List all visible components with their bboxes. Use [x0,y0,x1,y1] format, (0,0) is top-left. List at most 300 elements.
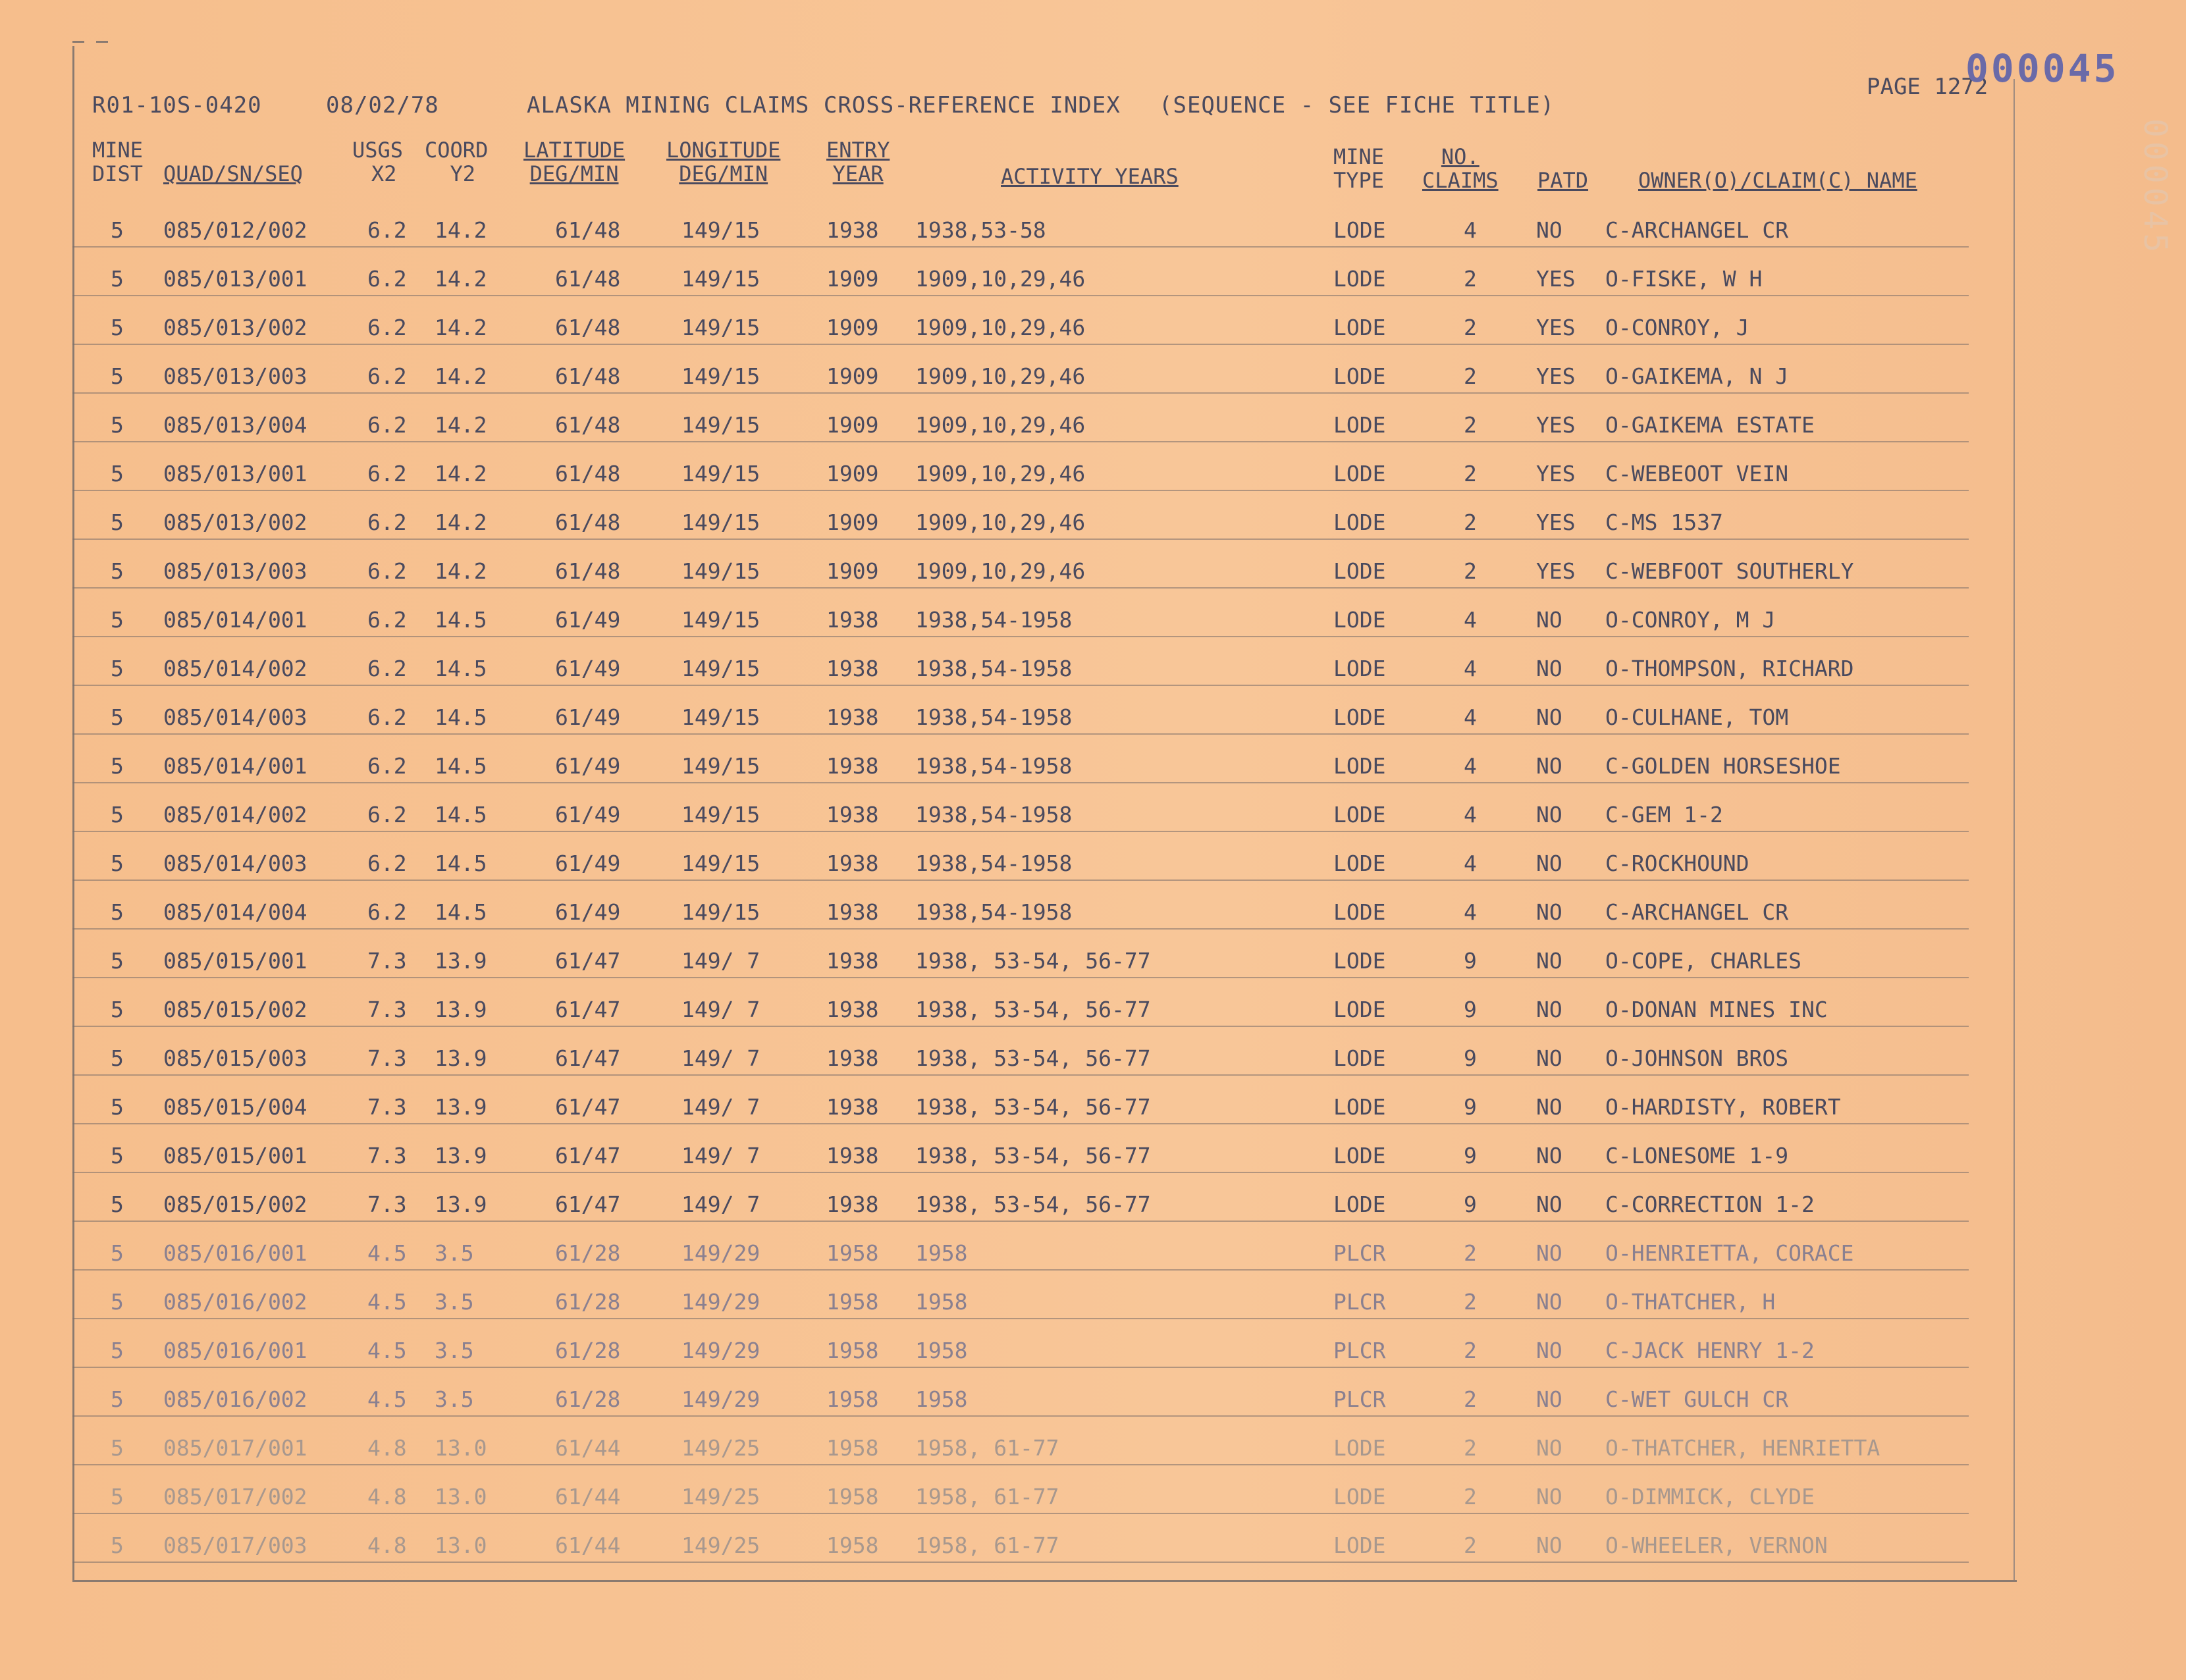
row-rule [72,1513,1969,1514]
row-rule [72,831,1969,832]
entry-year-cell: 1938 [826,1192,879,1217]
col-owner: OWNER(O)/CLAIM(C) NAME [1638,168,1917,193]
coord-y-cell: 13.9 [435,997,487,1022]
latitude-cell: 61/48 [555,461,621,486]
activity-years-cell: 1909,10,29,46 [915,558,1086,584]
patd-cell: YES [1536,461,1576,486]
usgs-x-cell: 6.2 [367,851,407,876]
patd-cell: NO [1536,851,1562,876]
entry-year-cell: 1909 [826,510,879,535]
mine-dist-cell: 5 [111,802,124,827]
mine-type-cell: PLCR [1333,1338,1386,1363]
no-claims-cell: 9 [1464,1094,1477,1120]
quad-cell: 085/014/003 [163,704,307,730]
mine-dist-cell: 5 [111,217,124,243]
activity-years-cell: 1958, 61-77 [915,1435,1059,1461]
longitude-cell: 149/29 [681,1338,760,1363]
mine-dist-cell: 5 [111,1338,124,1363]
entry-year-cell: 1909 [826,315,879,340]
coord-y-cell: 13.9 [435,948,487,974]
no-claims-cell: 4 [1464,851,1477,876]
mine-type-cell: LODE [1333,851,1386,876]
owner-cell: O-HARDISTY, ROBERT [1605,1094,1841,1120]
report-date: 08/02/78 [326,92,439,118]
activity-years-cell: 1938, 53-54, 56-77 [915,948,1151,974]
usgs-x-cell: 6.2 [367,217,407,243]
quad-cell: 085/013/004 [163,412,307,438]
coord-y-cell: 14.5 [435,899,487,925]
table-row [0,208,2186,257]
mine-dist-cell: 5 [111,704,124,730]
row-rule [72,636,1969,637]
quad-cell: 085/015/004 [163,1094,307,1120]
mine-dist-cell: 5 [111,461,124,486]
entry-year-cell: 1958 [826,1533,879,1558]
coord-y-cell: 3.5 [435,1338,474,1363]
mine-dist-cell: 5 [111,1533,124,1558]
owner-cell: C-JACK HENRY 1-2 [1605,1338,1815,1363]
entry-year-cell: 1958 [826,1386,879,1412]
row-rule [72,344,1969,345]
latitude-cell: 61/49 [555,656,621,681]
no-claims-cell: 2 [1464,510,1477,535]
mine-type-cell: LODE [1333,802,1386,827]
owner-cell: O-COPE, CHARLES [1605,948,1802,974]
no-claims-cell: 2 [1464,1386,1477,1412]
owner-cell: C-ARCHANGEL CR [1605,217,1789,243]
longitude-cell: 149/29 [681,1386,760,1412]
longitude-cell: 149/15 [681,510,760,535]
table-row [0,1231,2186,1280]
patd-cell: NO [1536,1435,1562,1461]
latitude-cell: 61/47 [555,1094,621,1120]
mine-dist-cell: 5 [111,412,124,438]
latitude-cell: 61/28 [555,1240,621,1266]
patd-cell: YES [1536,363,1576,389]
usgs-x-cell: 6.2 [367,899,407,925]
mine-type-cell: LODE [1333,997,1386,1022]
mine-dist-cell: 5 [111,753,124,779]
mine-dist-cell: 5 [111,656,124,681]
activity-years-cell: 1958 [915,1289,968,1315]
usgs-x-cell: 6.2 [367,266,407,292]
table-row [0,744,2186,793]
row-rule [72,928,1969,930]
corner-tick [72,41,84,43]
col-patd: PATD [1537,168,1589,193]
entry-year-cell: 1938 [826,1045,879,1071]
quad-cell: 085/015/002 [163,997,307,1022]
longitude-cell: 149/15 [681,899,760,925]
mine-dist-cell: 5 [111,510,124,535]
no-claims-cell: 4 [1464,899,1477,925]
owner-cell: C-CORRECTION 1-2 [1605,1192,1815,1217]
mine-type-cell: LODE [1333,266,1386,292]
no-claims-cell: 9 [1464,1045,1477,1071]
activity-years-cell: 1958 [915,1386,968,1412]
table-row [0,1328,2186,1377]
patd-cell: NO [1536,1192,1562,1217]
no-claims-cell: 4 [1464,607,1477,633]
longitude-cell: 149/15 [681,266,760,292]
coord-y-cell: 14.2 [435,217,487,243]
mine-type-cell: LODE [1333,1094,1386,1120]
table-row [0,1377,2186,1426]
no-claims-cell: 4 [1464,217,1477,243]
latitude-cell: 61/48 [555,412,621,438]
longitude-cell: 149/25 [681,1484,760,1509]
mine-type-cell: LODE [1333,315,1386,340]
mine-type-cell: LODE [1333,704,1386,730]
owner-cell: O-CONROY, M J [1605,607,1776,633]
patd-cell: NO [1536,1484,1562,1509]
coord-y-cell: 13.9 [435,1045,487,1071]
usgs-x-cell: 6.2 [367,315,407,340]
usgs-x-cell: 4.8 [367,1533,407,1558]
longitude-cell: 149/15 [681,217,760,243]
latitude-cell: 61/44 [555,1435,621,1461]
mine-dist-cell: 5 [111,1240,124,1266]
owner-cell: C-WEBFOOT SOUTHERLY [1605,558,1854,584]
mine-type-cell: LODE [1333,656,1386,681]
patd-cell: NO [1536,217,1562,243]
mine-dist-cell: 5 [111,558,124,584]
table-row [0,1036,2186,1085]
owner-cell: O-WHEELER, VERNON [1605,1533,1828,1558]
owner-cell: O-THATCHER, HENRIETTA [1605,1435,1880,1461]
coord-y-cell: 3.5 [435,1289,474,1315]
quad-cell: 085/015/003 [163,1045,307,1071]
entry-year-cell: 1958 [826,1289,879,1315]
coord-y-cell: 3.5 [435,1386,474,1412]
no-claims-cell: 2 [1464,412,1477,438]
mine-dist-cell: 5 [111,997,124,1022]
entry-year-cell: 1938 [826,704,879,730]
mine-type-cell: LODE [1333,1143,1386,1168]
usgs-x-cell: 4.8 [367,1484,407,1509]
longitude-cell: 149/25 [681,1435,760,1461]
coord-y-cell: 13.9 [435,1094,487,1120]
entry-year-cell: 1909 [826,363,879,389]
mine-type-cell: LODE [1333,412,1386,438]
col-entry-year: ENTRY YEAR [826,138,890,186]
table-row [0,305,2186,354]
latitude-cell: 61/47 [555,997,621,1022]
latitude-cell: 61/49 [555,802,621,827]
report-sequence: (SEQUENCE - SEE FICHE TITLE) [1159,92,1555,118]
owner-cell: C-GEM 1-2 [1605,802,1723,827]
table-row [0,1085,2186,1134]
no-claims-cell: 2 [1464,1533,1477,1558]
longitude-cell: 149/ 7 [681,1143,760,1168]
col-coord-y: COORD Y2 [425,138,489,186]
mine-type-cell: PLCR [1333,1240,1386,1266]
col-no-claims: NO. CLAIMS [1422,144,1499,193]
owner-cell: C-ARCHANGEL CR [1605,899,1789,925]
patd-cell: NO [1536,1094,1562,1120]
coord-y-cell: 14.2 [435,412,487,438]
no-claims-cell: 2 [1464,1289,1477,1315]
latitude-cell: 61/49 [555,704,621,730]
table-row [0,890,2186,939]
coord-y-cell: 13.9 [435,1192,487,1217]
activity-years-cell: 1938, 53-54, 56-77 [915,1143,1151,1168]
table-row [0,500,2186,549]
patd-cell: NO [1536,1045,1562,1071]
mine-dist-cell: 5 [111,315,124,340]
patd-cell: NO [1536,1386,1562,1412]
table-row [0,354,2186,403]
quad-cell: 085/013/002 [163,510,307,535]
longitude-cell: 149/ 7 [681,1045,760,1071]
entry-year-cell: 1958 [826,1338,879,1363]
row-rule [72,1123,1969,1124]
owner-cell: C-GOLDEN HORSESHOE [1605,753,1841,779]
quad-cell: 085/013/003 [163,363,307,389]
patd-cell: YES [1536,266,1576,292]
no-claims-cell: 2 [1464,363,1477,389]
table-row [0,987,2186,1036]
usgs-x-cell: 6.2 [367,510,407,535]
longitude-cell: 149/15 [681,315,760,340]
coord-y-cell: 14.5 [435,656,487,681]
row-rule [72,1026,1969,1027]
no-claims-cell: 2 [1464,1240,1477,1266]
quad-cell: 085/013/001 [163,266,307,292]
longitude-cell: 149/15 [681,558,760,584]
coord-y-cell: 14.2 [435,510,487,535]
activity-years-cell: 1938,54-1958 [915,753,1073,779]
row-rule [72,1464,1969,1465]
quad-cell: 085/014/003 [163,851,307,876]
coord-y-cell: 3.5 [435,1240,474,1266]
usgs-x-cell: 7.3 [367,1143,407,1168]
activity-years-cell: 1958, 61-77 [915,1533,1059,1558]
no-claims-cell: 2 [1464,1338,1477,1363]
quad-cell: 085/015/002 [163,1192,307,1217]
mine-dist-cell: 5 [111,607,124,633]
table-row [0,1426,2186,1475]
latitude-cell: 61/48 [555,266,621,292]
patd-cell: NO [1536,1240,1562,1266]
table-row [0,1134,2186,1182]
table-row [0,646,2186,695]
row-rule [72,538,1969,540]
row-rule [72,685,1969,686]
patd-cell: NO [1536,704,1562,730]
activity-years-cell: 1958 [915,1338,968,1363]
row-rule [72,1172,1969,1173]
longitude-cell: 149/ 7 [681,997,760,1022]
coord-y-cell: 13.0 [435,1435,487,1461]
mine-type-cell: LODE [1333,363,1386,389]
activity-years-cell: 1909,10,29,46 [915,510,1086,535]
latitude-cell: 61/49 [555,899,621,925]
mine-type-cell: LODE [1333,899,1386,925]
latitude-cell: 61/48 [555,315,621,340]
longitude-cell: 149/15 [681,412,760,438]
activity-years-cell: 1938, 53-54, 56-77 [915,1045,1151,1071]
patd-cell: YES [1536,315,1576,340]
latitude-cell: 61/28 [555,1386,621,1412]
latitude-cell: 61/28 [555,1289,621,1315]
usgs-x-cell: 6.2 [367,363,407,389]
usgs-x-cell: 4.5 [367,1386,407,1412]
longitude-cell: 149/ 7 [681,948,760,974]
usgs-x-cell: 6.2 [367,753,407,779]
owner-cell: O-CULHANE, TOM [1605,704,1789,730]
owner-cell: O-HENRIETTA, CORACE [1605,1240,1854,1266]
owner-cell: O-DIMMICK, CLYDE [1605,1484,1815,1509]
quad-cell: 085/015/001 [163,948,307,974]
usgs-x-cell: 4.8 [367,1435,407,1461]
quad-cell: 085/013/002 [163,315,307,340]
quad-cell: 085/016/002 [163,1289,307,1315]
owner-cell: O-CONROY, J [1605,315,1749,340]
activity-years-cell: 1909,10,29,46 [915,412,1086,438]
patd-cell: NO [1536,1533,1562,1558]
report-id: R01-10S-0420 [92,92,262,118]
mine-type-cell: LODE [1333,558,1386,584]
entry-year-cell: 1938 [826,656,879,681]
activity-years-cell: 1938,54-1958 [915,704,1073,730]
row-rule [72,1074,1969,1076]
mine-type-cell: LODE [1333,1435,1386,1461]
longitude-cell: 149/15 [681,851,760,876]
entry-year-cell: 1958 [826,1435,879,1461]
latitude-cell: 61/49 [555,607,621,633]
longitude-cell: 149/29 [681,1289,760,1315]
usgs-x-cell: 6.2 [367,607,407,633]
usgs-x-cell: 6.2 [367,656,407,681]
table-row [0,1182,2186,1231]
patd-cell: NO [1536,802,1562,827]
patd-cell: NO [1536,997,1562,1022]
latitude-cell: 61/47 [555,1192,621,1217]
quad-cell: 085/012/002 [163,217,307,243]
owner-cell: O-GAIKEMA ESTATE [1605,412,1815,438]
longitude-cell: 149/15 [681,656,760,681]
activity-years-cell: 1958 [915,1240,968,1266]
table-row [0,695,2186,744]
latitude-cell: 61/47 [555,948,621,974]
quad-cell: 085/017/002 [163,1484,307,1509]
fiche-edge-number: 000045 [2137,118,2173,257]
mine-dist-cell: 5 [111,1192,124,1217]
mine-type-cell: LODE [1333,1484,1386,1509]
row-rule [72,1562,1969,1563]
report-title: ALASKA MINING CLAIMS CROSS-REFERENCE INDEX [527,92,1121,118]
quad-cell: 085/016/001 [163,1240,307,1266]
latitude-cell: 61/47 [555,1143,621,1168]
no-claims-cell: 2 [1464,558,1477,584]
latitude-cell: 61/49 [555,753,621,779]
quad-cell: 085/014/004 [163,899,307,925]
quad-cell: 085/014/002 [163,656,307,681]
coord-y-cell: 13.9 [435,1143,487,1168]
mine-dist-cell: 5 [111,851,124,876]
latitude-cell: 61/48 [555,217,621,243]
page-number: PAGE 1272 [1867,74,1988,100]
longitude-cell: 149/15 [681,363,760,389]
usgs-x-cell: 6.2 [367,802,407,827]
longitude-cell: 149/ 7 [681,1192,760,1217]
coord-y-cell: 14.2 [435,266,487,292]
table-row [0,1523,2186,1572]
row-rule [72,295,1969,296]
latitude-cell: 61/47 [555,1045,621,1071]
longitude-cell: 149/15 [681,461,760,486]
patd-cell: YES [1536,558,1576,584]
entry-year-cell: 1938 [826,997,879,1022]
row-rule [72,1415,1969,1417]
col-latitude: LATITUDE DEG/MIN [523,138,626,186]
quad-cell: 085/015/001 [163,1143,307,1168]
latitude-cell: 61/48 [555,558,621,584]
no-claims-cell: 2 [1464,1484,1477,1509]
patd-cell: NO [1536,1289,1562,1315]
owner-cell: O-JOHNSON BROS [1605,1045,1789,1071]
mine-dist-cell: 5 [111,1484,124,1509]
table-row [0,549,2186,598]
coord-y-cell: 14.5 [435,607,487,633]
usgs-x-cell: 7.3 [367,1045,407,1071]
no-claims-cell: 2 [1464,315,1477,340]
usgs-x-cell: 6.2 [367,704,407,730]
entry-year-cell: 1958 [826,1484,879,1509]
entry-year-cell: 1938 [826,1094,879,1120]
entry-year-cell: 1909 [826,461,879,486]
no-claims-cell: 4 [1464,704,1477,730]
row-rule [72,246,1969,248]
owner-cell: O-DONAN MINES INC [1605,997,1828,1022]
patd-cell: YES [1536,412,1576,438]
table-row [0,257,2186,305]
patd-cell: YES [1536,510,1576,535]
entry-year-cell: 1938 [826,851,879,876]
owner-cell: O-FISKE, W H [1605,266,1763,292]
longitude-cell: 149/15 [681,607,760,633]
table-row [0,841,2186,890]
row-rule [72,441,1969,442]
mine-dist-cell: 5 [111,1094,124,1120]
mine-type-cell: LODE [1333,461,1386,486]
table-row [0,1475,2186,1523]
owner-cell: C-MS 1537 [1605,510,1723,535]
row-rule [72,490,1969,491]
usgs-x-cell: 4.5 [367,1338,407,1363]
col-mine-type: MINE TYPE [1333,144,1385,193]
coord-y-cell: 14.2 [435,461,487,486]
no-claims-cell: 9 [1464,1143,1477,1168]
coord-y-cell: 14.5 [435,704,487,730]
table-row [0,939,2186,987]
longitude-cell: 149/25 [681,1533,760,1558]
coord-y-cell: 14.5 [435,753,487,779]
activity-years-cell: 1938,53-58 [915,217,1046,243]
activity-years-cell: 1938,54-1958 [915,656,1073,681]
no-claims-cell: 9 [1464,997,1477,1022]
entry-year-cell: 1938 [826,948,879,974]
row-rule [72,1318,1969,1319]
row-rule [72,977,1969,978]
entry-year-cell: 1938 [826,1143,879,1168]
col-activity-years: ACTIVITY YEARS [1001,164,1179,189]
entry-year-cell: 1909 [826,558,879,584]
owner-cell: C-LONESOME 1-9 [1605,1143,1789,1168]
mine-type-cell: PLCR [1333,1289,1386,1315]
usgs-x-cell: 7.3 [367,997,407,1022]
